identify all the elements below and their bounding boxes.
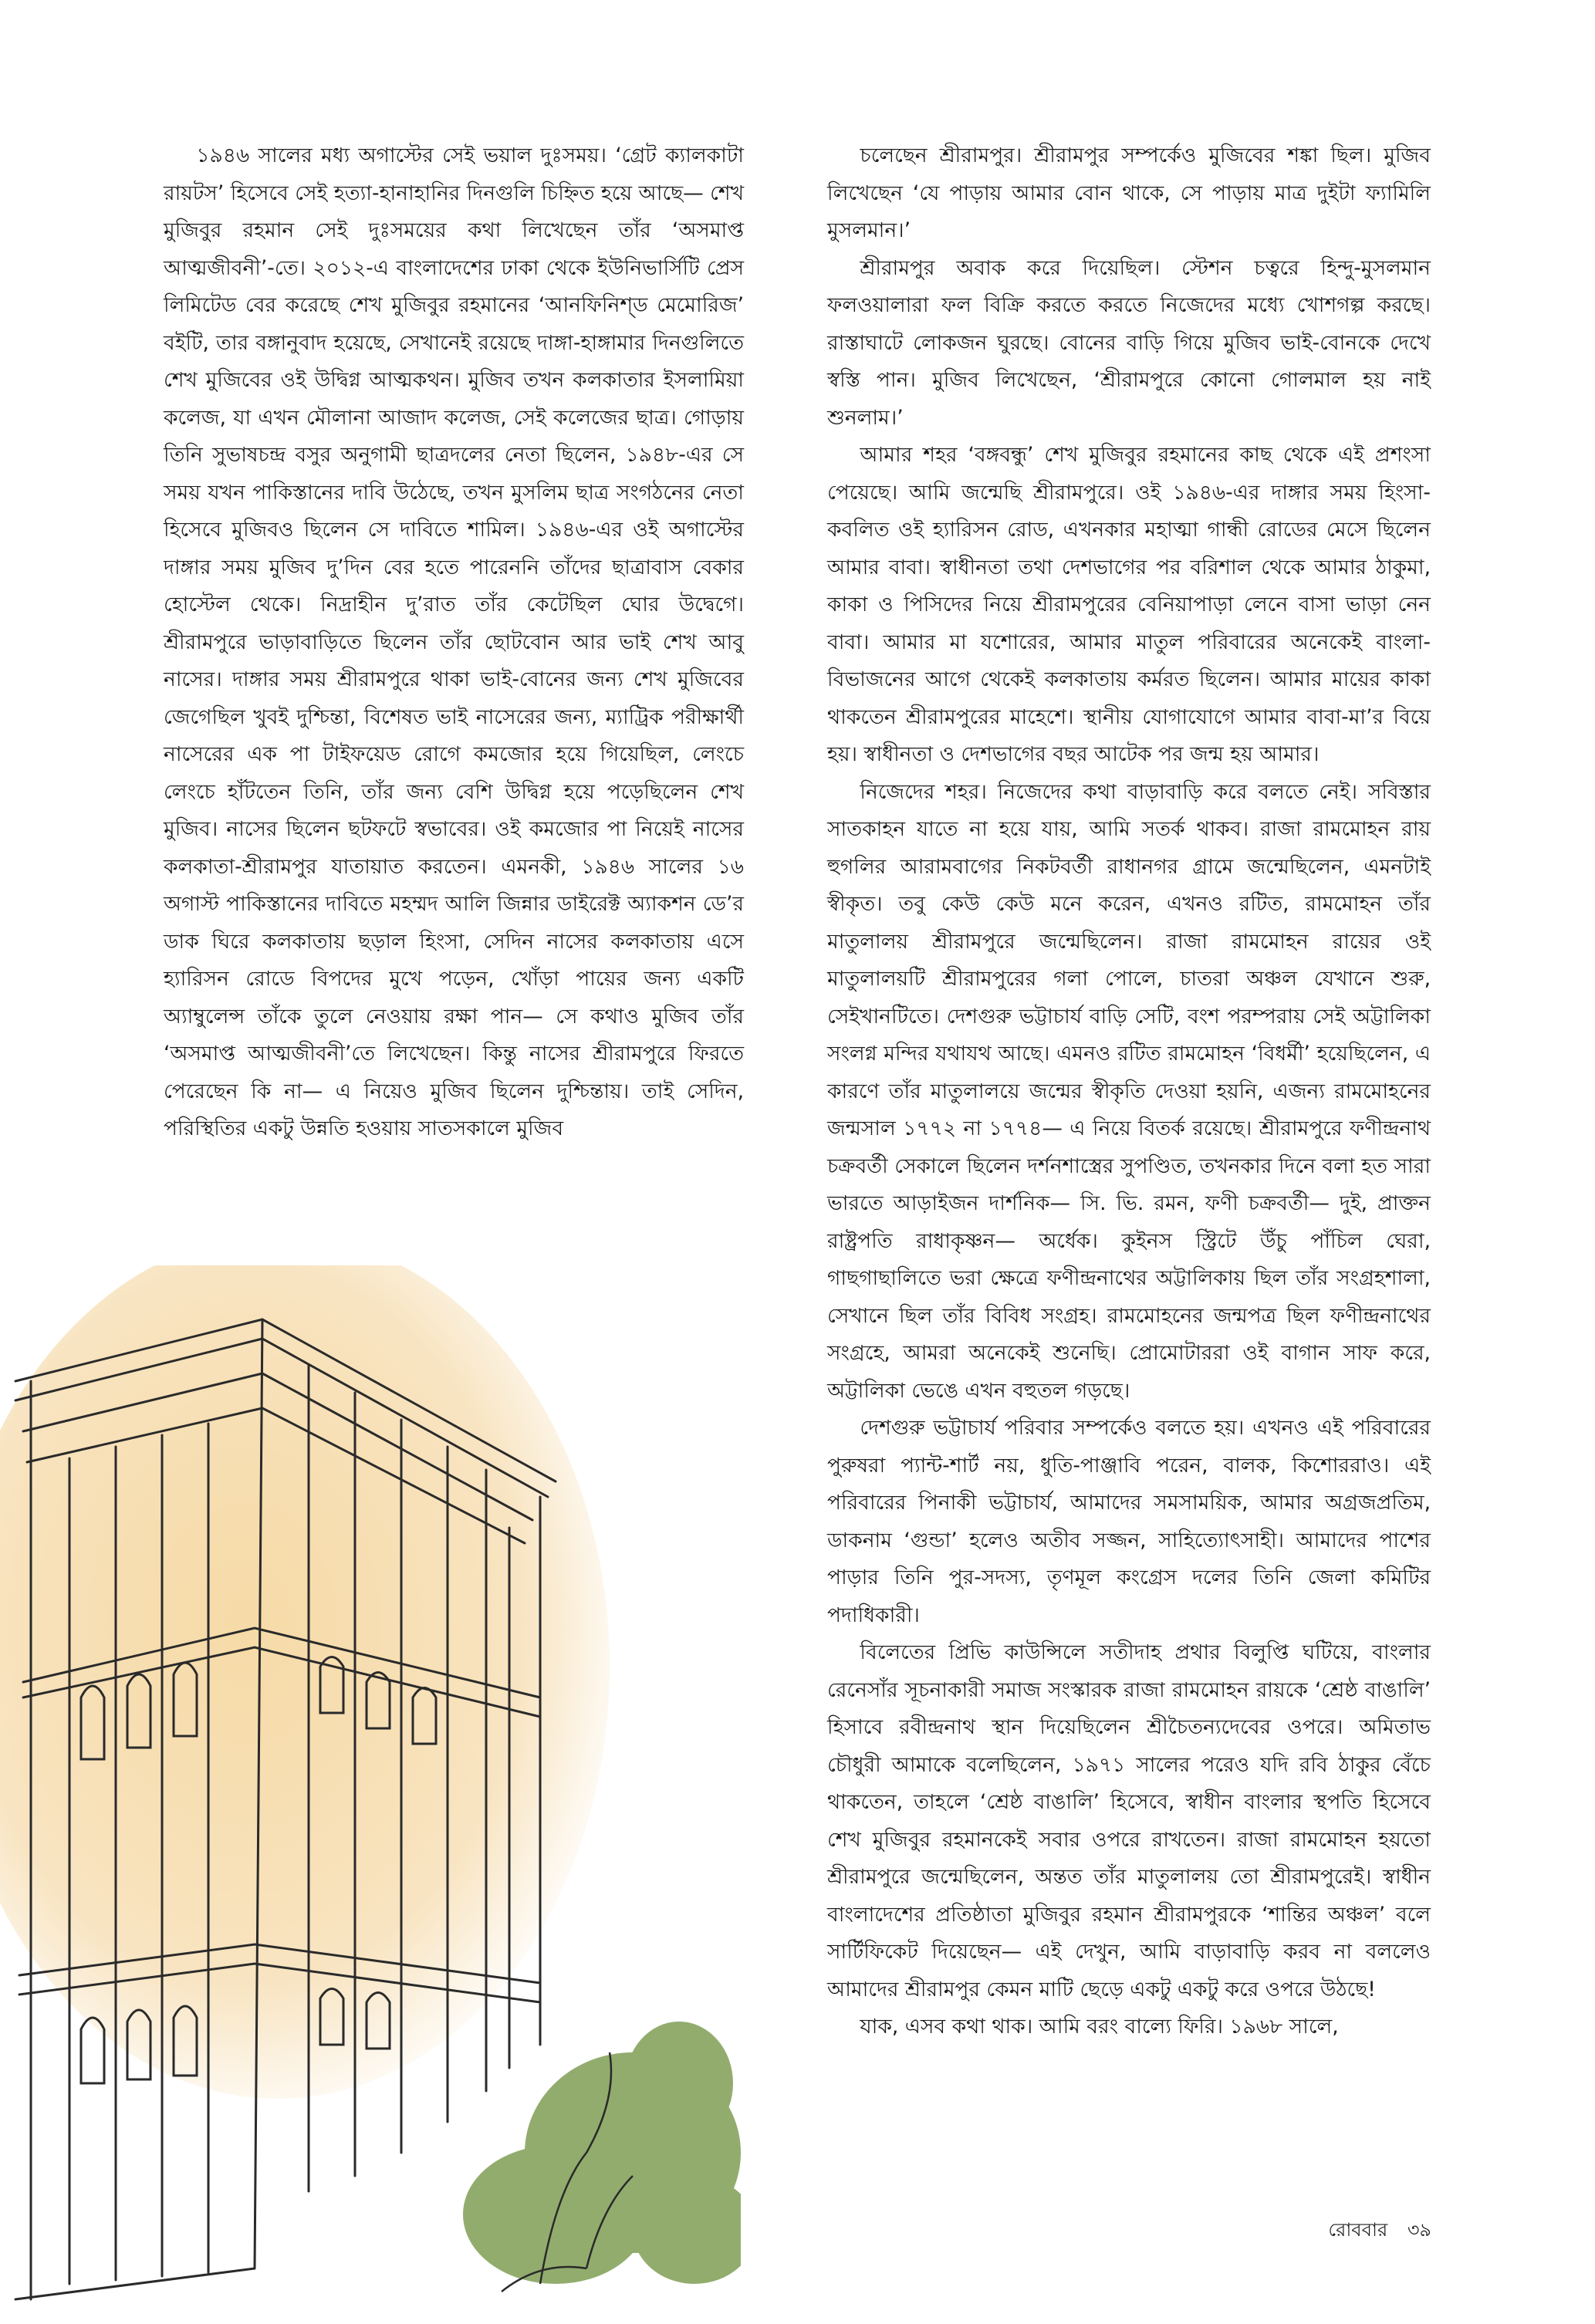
paragraph: চলেছেন শ্রীরামপুর। শ্রীরামপুর সম্পর্কেও মুজিবের শঙ্কা ছিল। মুজিব লিখেছেন ‘যে পাড়ায় আমার বোন থাকে, সে পাড়ায় মাত্র দুইটা ফ্যামিলি মুসলমান।’ xyxy=(827,144,1431,242)
paragraph: ১৯৪৬ সালের মধ্য অগাস্টের সেই ভয়াল দুঃসময়। ‘গ্রেট ক্যালকাটা রায়টস’ হিসেবে সেই হত্যা-হানাহানির দিনগুলি চিহ্নিত হয়ে আছে— শেখ মুজিবুর রহমান সেই দুঃসময়ের কথা লিখেছেন তাঁর ‘অসমাপ্ত আত্মজীবনী’-তে। ২০১২-এ বাংলাদেশের ঢাকা থেকে ইউনিভার্সিটি প্রেস লিমিটেড বের করেছে শেখ মুজিবুর রহমানের ‘আনফিনিশ্‌ড মেমোরিজ’ বইটি, তার বঙ্গানুবাদ হয়েছে, সেখানেই রয়েছে দাঙ্গা-হাঙ্গামার দিনগুলিতে শেখ মুজিবের ওই উদ্বিগ্ন আত্মকথন। মুজিব তখন কলকাতার ইসলামিয়া কলেজ, যা এখন মৌলানা আজাদ কলেজ, সেই কলেজের ছাত্র। গোড়ায় তিনি সুভাষচন্দ্র বসুর অনুগামী ছাত্রদলের নেতা ছিলেন, ১৯৪৮-এর সে সময় যখন পাকিস্তানের দাবি উঠেছে, তখন মুসলিম ছাত্র সংগঠনের নেতা হিসেবে মুজিবও ছিলেন সে দাবিতে শামিল। ১৯৪৬-এর ওই অগাস্টের দাঙ্গার সময় মুজিব দু’দিন বের হতে পারেননি তাঁদের ছাত্রাবাস বেকার হোস্টেল থেকে। নিদ্রাহীন দু’রাত তাঁর কেটেছিল ঘোর উদ্বেগে। শ্রীরামপুরে ভাড়াবাড়িতে ছিলেন তাঁর ছোটবোন আর ভাই শেখ আবু নাসের। দাঙ্গার সময় শ্রীরামপুরে থাকা ভাই-বোনের জন্য শেখ মুজিবের জেগেছিল খুবই দুশ্চিন্তা, বিশেষত ভাই নাসেরের জন্য, ম্যাট্রিক পরীক্ষার্থী নাসেরের এক পা টাইফয়েড রোগে কমজোর হয়ে গিয়েছিল, লেংচে লেংচে হাঁটতেন তিনি, তাঁর জন্য বেশি উদ্বিগ্ন হয়ে পড়েছিলেন শেখ মুজিব। নাসের ছিলেন ছটফটে স্বভাবের। ওই কমজোর পা নিয়েই নাসের কলকাতা-শ্রীরামপুর যাতায়াত করতেন। এমনকী, ১৯৪৬ সালের ১৬ অগাস্ট পাকিস্তানের দাবিতে মহম্মদ আলি জিন্নার ডাইরেক্ট অ্যাকশন ডে’র ডাক ঘিরে কলকাতায় ছড়াল হিংসা, সেদিন নাসের কলকাতায় এসে হ্যারিসন রোডে বিপদের মুখে পড়েন, খোঁড়া পায়ের জন্য একটি অ্যাম্বুলেন্স তাঁকে তুলে নেওয়ায় রক্ষা পান— সে কথাও মুজিব তাঁর ‘অসমাপ্ত আত্মজীবনী’তে লিখেছেন। কিন্তু নাসের শ্রীরামপুরে ফিরতে পেরেছেন কি না— এ নিয়েও মুজিব ছিলেন দুশ্চিন্তায়। তাই সেদিন, পরিস্থিতির একটু উন্নতি হওয়ায় সাতসকালে মুজিব xyxy=(164,144,745,1140)
paragraph: নিজেদের শহর। নিজেদের কথা বাড়াবাড়ি করে বলতে নেই। সবিস্তার সাতকাহন যাতে না হয়ে যায়, আমি সতর্ক থাকব। রাজা রামমোহন রায় হুগলির আরামবাগের নিকটবর্তী রাধানগর গ্রামে জন্মেছিলেন, এমনটাই স্বীকৃত। তবু কেউ কেউ মনে করেন, এখনও রটিত, রামমোহন তাঁর মাতুলালয় শ্রীরামপুরে জন্মেছিলেন। রাজা রামমোহন রায়ের ওই মাতুলালয়টি শ্রীরামপুরের গলা পোলে, চাতরা অঞ্চল যেখানে শুরু, সেইখানটিতে। দেশগুরু ভট্টাচার্য বাড়ি সেটি, বংশ পরম্পরায় সেই অট্টালিকা সংলগ্ন মন্দির যথাযথ আছে। এমনও রটিত রামমোহন ‘বিধর্মী’ হয়েছিলেন, এ কারণে তাঁর মাতুলালয়ে জন্মের স্বীকৃতি দেওয়া হয়নি, এজন্য রামমোহনের জন্মসাল ১৭৭২ না ১৭৭৪— এ নিয়ে বিতর্ক রয়েছে। শ্রীরামপুরে ফণীন্দ্রনাথ চক্রবর্তী সেকালে ছিলেন দর্শনশাস্ত্রের সুপণ্ডিত, তখনকার দিনে বলা হত সারা ভারতে আড়াইজন দার্শনিক— সি. ভি. রমন, ফণী চক্রবর্তী— দুই, প্রাক্তন রাষ্ট্রপতি রাধাকৃষ্ণন— অর্ধেক। কুইনস স্ট্রিটে উঁচু পাঁচিল ঘেরা, গাছগাছালিতে ভরা ক্ষেত্রে ফণীন্দ্রনাথের অট্টালিকায় ছিল তাঁর সংগ্রহশালা, সেখানে ছিল তাঁর বিবিধ সংগ্রহ। রামমোহনের জন্মপত্র ছিল ফণীন্দ্রনাথের সংগ্রহে, আমরা অনেকেই শুনেছি। প্রোমোটাররা ওই বাগান সাফ করে, অট্টালিকা ভেঙে এখন বহুতল গড়ছে। xyxy=(827,779,1431,1403)
left-text-column xyxy=(164,137,744,1148)
page-footer xyxy=(1314,2216,1431,2247)
right-text-column xyxy=(827,137,1431,2046)
paragraph: আমার শহর ‘বঙ্গবন্ধু’ শেখ মুজিবুর রহমানের কাছ থেকে এই প্রশংসা পেয়েছে। আমি জন্মেছি শ্রীরামপুরে। ওই ১৯৪৬-এর দাঙ্গার সময় হিংসা-কবলিত ওই হ্যারিসন রোড, এখনকার মহাত্মা গান্ধী রোডের মেসে ছিলেন আমার বাবা। স্বাধীনতা তথা দেশভাগের পর বরিশাল থেকে আমার ঠাকুমা, কাকা ও পিসিদের নিয়ে শ্রীরামপুরের বেনিয়াপাড়া লেনে বাসা ভাড়া নেন বাবা। আমার মা যশোরের, আমার মাতুল পরিবারের অনেকেই বাংলা-বিভাজনের আগে থেকেই কলকাতায় কর্মরত ছিলেন। আমার মায়ের কাকা থাকতেন শ্রীরামপুরের মাহেশে। স্থানীয় যোগাযোগে আমার বাবা-মা’র বিয়ে হয়। স্বাধীনতা ও দেশভাগের বছর আটেক পর জন্ম হয় আমার। xyxy=(827,443,1431,766)
paragraph: যাক, এসব কথা থাক। আমি বরং বাল্যে ফিরি। ১৯৬৮ সালে, xyxy=(860,2015,1339,2039)
building-sketch-icon xyxy=(0,1265,741,2324)
foliage xyxy=(463,2022,741,2284)
paragraph: শ্রীরামপুর অবাক করে দিয়েছিল। স্টেশন চত্বরে হিন্দু-মুসলমান ফলওয়ালারা ফল বিক্রি করতে করতে নিজেদের মধ্যে খোশগল্প করছে। রাস্তাঘাটে লোকজন ঘুরছে। বোনের বাড়ি গিয়ে মুজিব ভাই-বোনকে দেখে স্বস্তি পান। মুজিব লিখেছেন, ‘শ্রীরামপুরে কোনো গোলমাল হয় নাই শুনলাম।’ xyxy=(827,255,1431,430)
paragraph: বিলেতের প্রিভি কাউন্সিলে সতীদাহ প্রথার বিলুপ্তি ঘটিয়ে, বাংলার রেনেসাঁর সূচনাকারী সমাজ সংস্কারক রাজা রামমোহন রায়কে ‘শ্রেষ্ঠ বাঙালি’ হিসাবে রবীন্দ্রনাথ স্থান দিয়েছিলেন শ্রীচৈতন্যদেবের ওপরে। অমিতাভ চৌধুরী আমাকে বলেছিলেন, ১৯৭১ সালের পরেও যদি রবি ঠাকুর বেঁচে থাকতেন, তাহলে ‘শ্রেষ্ঠ বাঙালি’ হিসেবে, স্বাধীন বাংলার স্থপতি হিসেবে শেখ মুজিবুর রহমানকেই সবার ওপরে রাখতেন। রাজা রামমোহন হয়তো শ্রীরামপুরে জন্মেছিলেন, অন্তত তাঁর মাতুলালয় তো শ্রীরামপুরেই। স্বাধীন বাংলাদেশের প্রতিষ্ঠাতা মুজিবুর রহমান শ্রীরামপুরকে ‘শান্তির অঞ্চল’ বলে সার্টিফিকেট দিয়েছেন— এই দেখুন, আমি বাড়াবাড়ি করব না বললেও আমাদের শ্রীরামপুর কেমন মাটি ছেড়ে একটু একটু করে ওপরে উঠছে! xyxy=(827,1640,1431,2001)
page-number: ৩৯ xyxy=(1407,2219,1431,2241)
paragraph: দেশগুরু ভট্টাচার্য পরিবার সম্পর্কেও বলতে হয়। এখনও এই পরিবারের পুরুষরা প্যান্ট-শার্ট নয়, ধুতি-পাঞ্জাবি পরেন, বালক, কিশোররাও। এই পরিবারের পিনাকী ভট্টাচার্য, আমাদের সমসাময়িক, আমার অগ্রজপ্রতিম, ডাকনাম ‘গুন্ডা’ হলেও অতীব সজ্জন, সাহিত্যোৎসাহী। আমাদের পাশের পাড়ার তিনি পুর-সদস্য, তৃণমূল কংগ্রেস দলের তিনি জেলা কমিটির পদাধিকারী। xyxy=(827,1416,1431,1627)
magazine-name: রোববার xyxy=(1328,2219,1388,2241)
